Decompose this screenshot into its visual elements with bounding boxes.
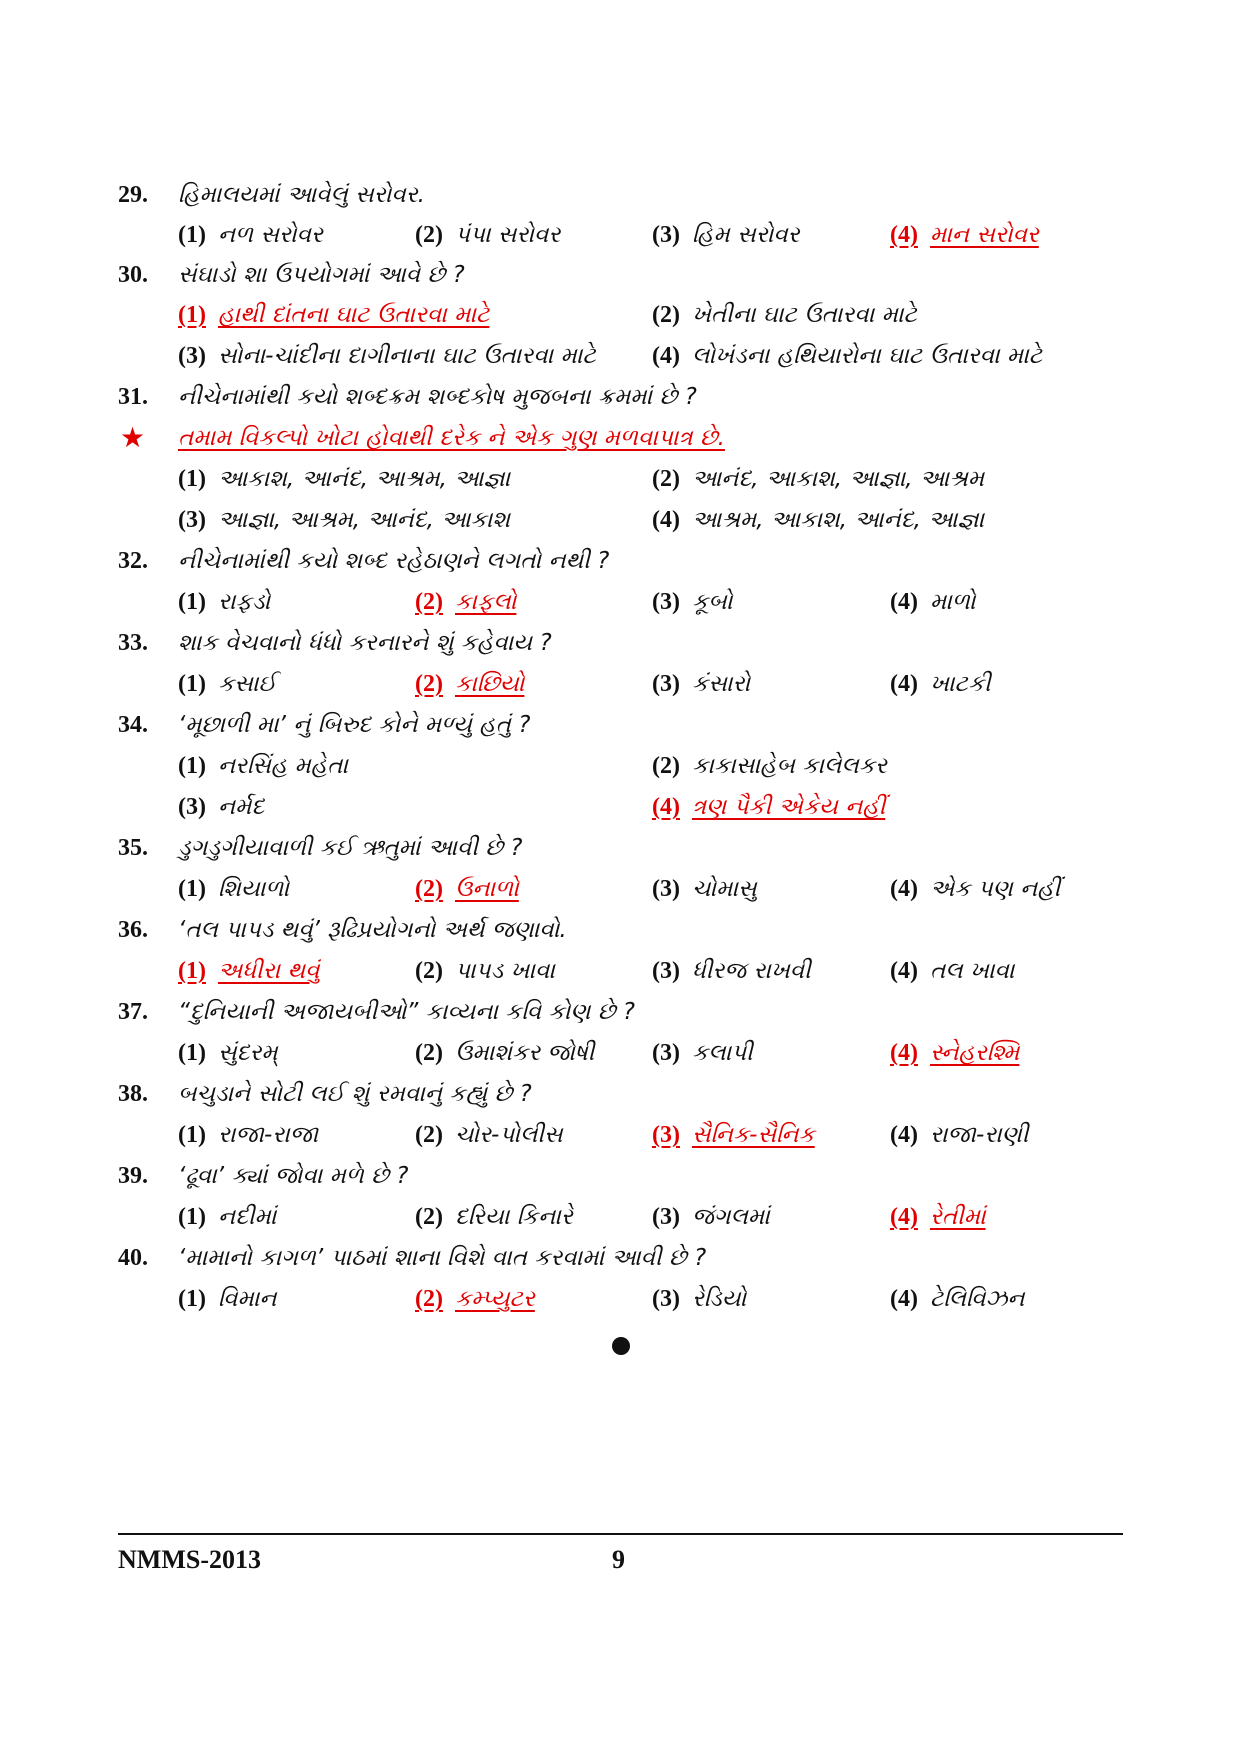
- option: (3) કૂબો: [652, 589, 733, 615]
- question-number: 40.: [118, 1245, 148, 1271]
- question-text: ‘ઢૂવા’ ક્યાં જોવા મળે છે ?: [178, 1163, 409, 1189]
- option: (1) આકાશ, આનંદ, આશ્રમ, આજ્ઞા: [178, 466, 511, 492]
- option: (3) હિમ સરોવર: [652, 222, 800, 248]
- option: (1) સુંદરમ્: [178, 1040, 278, 1066]
- question-number: 29.: [118, 182, 148, 208]
- footer-divider: [118, 1533, 1123, 1535]
- option: (2) પાપડ ખાવા: [415, 958, 555, 984]
- option: (2) ચોર-પોલીસ: [415, 1122, 563, 1148]
- option: (3) કંસારો: [652, 671, 751, 697]
- option: (4) આશ્રમ, આકાશ, આનંદ, આજ્ઞા: [652, 507, 985, 533]
- option: (2) દરિયા કિનારે: [415, 1204, 573, 1230]
- option: (2) કાકાસાહેબ કાલેલકર: [652, 753, 887, 779]
- question-text: નીચેનામાંથી કયો શબ્દ રહેઠાણને લગતો નથી ?: [178, 548, 610, 574]
- question-number: 38.: [118, 1081, 148, 1107]
- option: (1) કસાઈ: [178, 671, 277, 697]
- option: (3) રેડિયો: [652, 1286, 747, 1312]
- question-number: 30.: [118, 262, 148, 288]
- option: (3) કલાપી: [652, 1040, 753, 1066]
- question-text: સંઘાડો શા ઉપયોગમાં આવે છે ?: [178, 262, 465, 288]
- footer-exam-code: NMMS-2013: [118, 1545, 261, 1574]
- option: (1) રાજા-રાજા: [178, 1122, 319, 1148]
- question-text: ‘મૂછાળી મા’ નું બિરુદ કોને મળ્યું હતું ?: [178, 712, 531, 738]
- page-number: 9: [612, 1545, 625, 1574]
- correct-option: (4) માન સરોવર: [890, 222, 1039, 248]
- correct-option: (2) કમ્પ્યુટર: [415, 1286, 535, 1312]
- option: (2) આનંદ, આકાશ, આજ્ઞા, આશ્રમ: [652, 466, 985, 492]
- correct-option: (2) ઉનાળો: [415, 876, 519, 902]
- star-icon: ★: [120, 421, 146, 454]
- option: (1) વિમાન: [178, 1286, 277, 1312]
- option: (2) ખેતીના ઘાટ ઉતારવા માટે: [652, 302, 917, 328]
- question-number: 31.: [118, 384, 148, 410]
- option: (3) નર્મદ: [178, 794, 265, 820]
- option: (4) રાજા-રાણી: [890, 1122, 1029, 1148]
- option: (3) ચોમાસુ: [652, 876, 757, 902]
- correct-option: (4) સ્નેહરશ્મિ: [890, 1040, 1020, 1066]
- option: (1) રાફડો: [178, 589, 271, 615]
- option: (4) લોખંડના હથિયારોના ઘાટ ઉતારવા માટે: [652, 343, 1043, 369]
- option: (1) શિયાળો: [178, 876, 290, 902]
- correct-option: (4) રેતીમાં: [890, 1204, 986, 1230]
- option: (4) એક પણ નહીં: [890, 876, 1061, 902]
- option: (4) ટેલિવિઝન: [890, 1286, 1025, 1312]
- end-dot-icon: [612, 1337, 630, 1355]
- correct-option: (3) સૈનિક-સૈનિક: [652, 1122, 815, 1148]
- question-text: નીચેનામાંથી કયો શબ્દક્રમ શબ્દકોષ મુજબના ક્રમમાં છે ?: [178, 384, 697, 410]
- question-text: ‘મામાનો કાગળ’ પાઠમાં શાના વિશે વાત કરવામાં આવી છે ?: [178, 1245, 707, 1271]
- question-number: 39.: [118, 1163, 148, 1189]
- question-number: 33.: [118, 630, 148, 656]
- option: (3) જંગલમાં: [652, 1204, 770, 1230]
- question-number: 32.: [118, 548, 148, 574]
- option: (3) આજ્ઞા, આશ્રમ, આનંદ, આકાશ: [178, 507, 511, 533]
- option: (4) માળો: [890, 589, 976, 615]
- correct-option: (2) કાફલો: [415, 589, 517, 615]
- question-text: ‘તલ પાપડ થવું’ રૂઢિપ્રયોગનો અર્થ જણાવો.: [178, 917, 567, 943]
- question-text: શાક વેચવાનો ધંધો કરનારને શું કહેવાય ?: [178, 630, 552, 656]
- correct-option: (1) અધીરા થવું: [178, 958, 320, 984]
- question-number: 37.: [118, 999, 148, 1025]
- option: (1) નરસિંહ મહેતા: [178, 753, 348, 779]
- option: (4) ખાટકી: [890, 671, 991, 697]
- correct-option: (1) હાથી દાંતના ઘાટ ઉતારવા માટે: [178, 302, 490, 328]
- option: (1) નદીમાં: [178, 1204, 277, 1230]
- option: (3) ધીરજ રાખવી: [652, 958, 811, 984]
- option: (4) તલ ખાવા: [890, 958, 1015, 984]
- bonus-note: તમામ વિકલ્પો ખોટા હોવાથી દરેક ને એક ગુણ મળવાપાત્ર છે.: [178, 425, 725, 451]
- option: (2) ઉમાશંકર જોષી: [415, 1040, 595, 1066]
- correct-option: (4) ત્રણ પૈકી એકેય નહીં: [652, 794, 886, 820]
- question-text: ડુગડુગીયાવાળી કઈ ઋતુમાં આવી છે ?: [178, 835, 523, 861]
- question-text: “દુનિયાની અજાયબીઓ” કાવ્યના કવિ કોણ છે ?: [178, 999, 636, 1025]
- question-number: 36.: [118, 917, 148, 943]
- question-number: 34.: [118, 712, 148, 738]
- correct-option: (2) કાછિયો: [415, 671, 525, 697]
- option: (2) પંપા સરોવર: [415, 222, 561, 248]
- question-number: 35.: [118, 835, 148, 861]
- question-text: હિમાલયમાં આવેલું સરોવર.: [178, 182, 425, 208]
- option: (3) સોના-ચાંદીના દાગીનાના ઘાટ ઉતારવા માટે: [178, 343, 596, 369]
- option: (1) નળ સરોવર: [178, 222, 323, 248]
- question-text: બચુડાને સોટી લઈ શું રમવાનું કહ્યું છે ?: [178, 1081, 532, 1107]
